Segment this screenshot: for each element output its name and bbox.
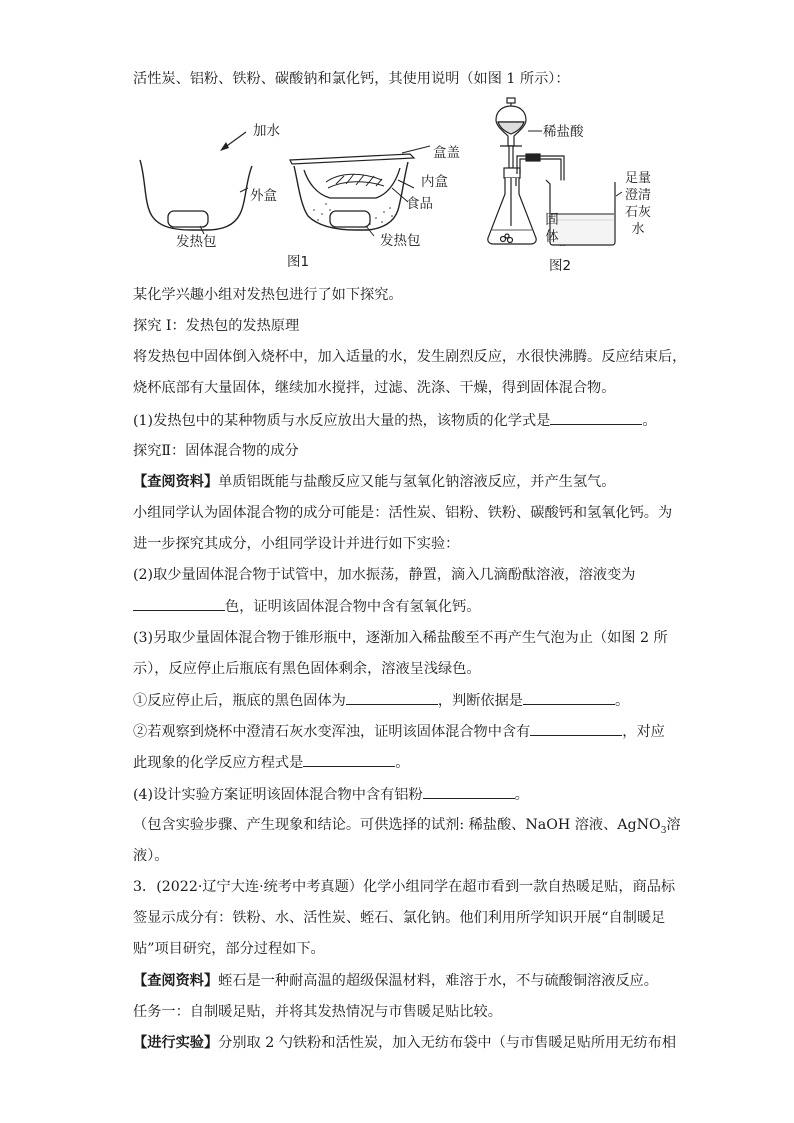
q2-text: 色，证明该固体混合物中含有氢氧化钙。 bbox=[225, 599, 481, 615]
q1-answer-blank[interactable] bbox=[550, 410, 642, 425]
q3b-answer-blank-1[interactable] bbox=[530, 721, 622, 736]
q4-text: (4)设计实验方案证明该固体混合物中含有铝粉 bbox=[133, 787, 423, 803]
q3a-text: ①反应停止后，瓶底的黑色固体为 bbox=[133, 693, 346, 709]
question-4-note-line-2: 液）。 bbox=[133, 848, 169, 864]
inquiry1-title: 探究 I：发热包的发热原理 bbox=[133, 318, 300, 334]
q3b-line2-end: 。 bbox=[395, 755, 410, 771]
problem-3-line-1: 3．(2022·辽宁大连·统考中考真题）化学小组同学在超市看到一款自热暖足贴，商品标 bbox=[133, 879, 676, 895]
inquiry2-title: 探究Ⅱ：固体混合物的成分 bbox=[133, 443, 299, 459]
question-4-note-line-1 bbox=[133, 815, 681, 841]
heat-pack-right-shape bbox=[330, 211, 370, 227]
food-shape bbox=[326, 174, 384, 188]
fig1-lid-label: 盒盖 bbox=[433, 145, 460, 161]
q4-answer-blank[interactable] bbox=[423, 784, 515, 799]
q4-note-end: 溶 bbox=[666, 817, 681, 833]
q4-note-text: （包含实验步骤、产生现象和结论。可供选择的试剂: 稀盐酸、NaOH 溶液、AgNO bbox=[133, 817, 661, 833]
question-1 bbox=[133, 410, 657, 431]
problem-3-line-2: 签显示成分有：铁粉、水、活性炭、蛭石、氯化钠。他们利用所学知识开展“自制暖足 bbox=[133, 910, 666, 926]
question-3b-line-1 bbox=[133, 721, 665, 742]
exp-text: 分别取 2 勺铁粉和活性炭，加入无纺布袋中（与市售暖足贴所用无纺布相 bbox=[218, 1035, 677, 1051]
fig1-inner-box-label: 内盒 bbox=[421, 174, 448, 190]
ref1-tag: 【查阅资料】 bbox=[133, 474, 219, 490]
q3a-mid: ，判断依据是 bbox=[437, 693, 523, 709]
fig1-outer-box-label: 外盒 bbox=[250, 188, 277, 204]
task-1: 任务一：自制暖足贴，并将其发热情况与市售暖足贴比较。 bbox=[133, 1004, 502, 1020]
fig2-dilute-hcl-label: 稀盐酸 bbox=[543, 124, 584, 140]
fig1-add-water-label: 加水 bbox=[253, 123, 280, 139]
experiment-line bbox=[133, 1033, 676, 1053]
q3a-end: 。 bbox=[614, 693, 630, 709]
ref1-text: 单质铝既能与盐酸反应又能与氢氧化钠溶液反应，并产生氢气。 bbox=[218, 474, 616, 490]
question-3-line-1: (3)另取少量固体混合物于锥形瓶中，逐渐加入稀盐酸至不再产生气泡为止（如图 2 所 bbox=[133, 630, 668, 646]
inquiry1-paragraph-2: 烧杯底部有大量固体，继续加水搅拌，过滤、洗涤、干燥，得到固体混合物。 bbox=[133, 380, 616, 396]
exp-tag: 【进行实验】 bbox=[133, 1035, 219, 1051]
q1-text: (1)发热包中的某种物质与水反应放出大量的热，该物质的化学式是 bbox=[133, 413, 551, 429]
q3b-text: ②若观察到烧杯中澄清石灰水变浑浊，证明该固体混合物中含有 bbox=[133, 724, 531, 740]
q3a-answer-blank-1[interactable] bbox=[346, 690, 438, 705]
inner-box-shape bbox=[304, 168, 400, 198]
question-2-line-1: (2)取少量固体混合物于试管中，加水振荡，静置，滴入几滴酚酞溶液，溶液变为 bbox=[133, 567, 636, 583]
heat-pack-left-shape bbox=[168, 211, 208, 227]
hypothesis-line-1: 小组同学认为固体混合物的成分可能是：活性炭、铝粉、铁粉、碳酸钙和氢氧化钙。为 bbox=[133, 505, 673, 521]
q2-answer-blank[interactable] bbox=[133, 596, 225, 611]
ref2-tag: 【查阅资料】 bbox=[133, 973, 219, 989]
fig1-heat-pack-left-label: 发热包 bbox=[176, 234, 217, 250]
fig1-food-label: 食品 bbox=[406, 196, 433, 212]
fig2-solid-label: 固体 bbox=[545, 212, 559, 245]
q3b-end: ，对应 bbox=[622, 724, 665, 740]
q1-end: 。 bbox=[642, 413, 657, 429]
q3b-answer-blank-2[interactable] bbox=[303, 752, 395, 767]
ref2-text: 蛭石是一种耐高温的超级保温材料，难溶于水，不与硫酸铜溶液反应。 bbox=[218, 973, 658, 989]
group-intro: 某化学兴趣小组对发热包进行了如下探究。 bbox=[133, 287, 403, 303]
question-3a bbox=[133, 690, 629, 711]
question-3-line-2: 示），反应停止后瓶底有黑色固体剩余，溶液呈浅绿色。 bbox=[133, 661, 481, 677]
hypothesis-line-2: 进一步探究其成分，小组同学设计并进行如下实验： bbox=[133, 536, 460, 552]
q4-end: 。 bbox=[514, 787, 529, 803]
fig1-heat-pack-right-label: 发热包 bbox=[380, 233, 421, 249]
question-4 bbox=[133, 784, 529, 805]
add-water-arrow-icon bbox=[220, 132, 246, 151]
fig2-caption: 图2 bbox=[549, 258, 572, 274]
reference-info-1 bbox=[133, 472, 615, 492]
lid-shape bbox=[290, 154, 414, 164]
fig2-limewater-label: 足量澄清石灰水 bbox=[624, 171, 651, 237]
intro-line: 活性炭、铝粉、铁粉、碳酸钠和氯化钙，其使用说明（如图 1 所示）： bbox=[133, 71, 570, 87]
question-3b-line-2 bbox=[133, 752, 409, 773]
question-2-line-2 bbox=[133, 596, 480, 617]
conical-flask-icon bbox=[488, 168, 536, 244]
problem-3-line-3: 贴”项目研究，部分过程如下。 bbox=[133, 941, 325, 957]
inquiry1-paragraph-1: 将发热包中固体倒入烧杯中，加入适量的水，发生剧烈反应，水很快沸腾。反应结束后， bbox=[133, 349, 687, 365]
q3b-line2-text: 此现象的化学反应方程式是 bbox=[133, 755, 304, 771]
separatory-funnel-icon bbox=[496, 98, 526, 168]
q4-note-subscript: 3 bbox=[660, 825, 667, 836]
fig1-caption: 图1 bbox=[287, 254, 310, 270]
reference-info-2 bbox=[133, 971, 658, 991]
q3a-answer-blank-2[interactable] bbox=[523, 690, 615, 705]
